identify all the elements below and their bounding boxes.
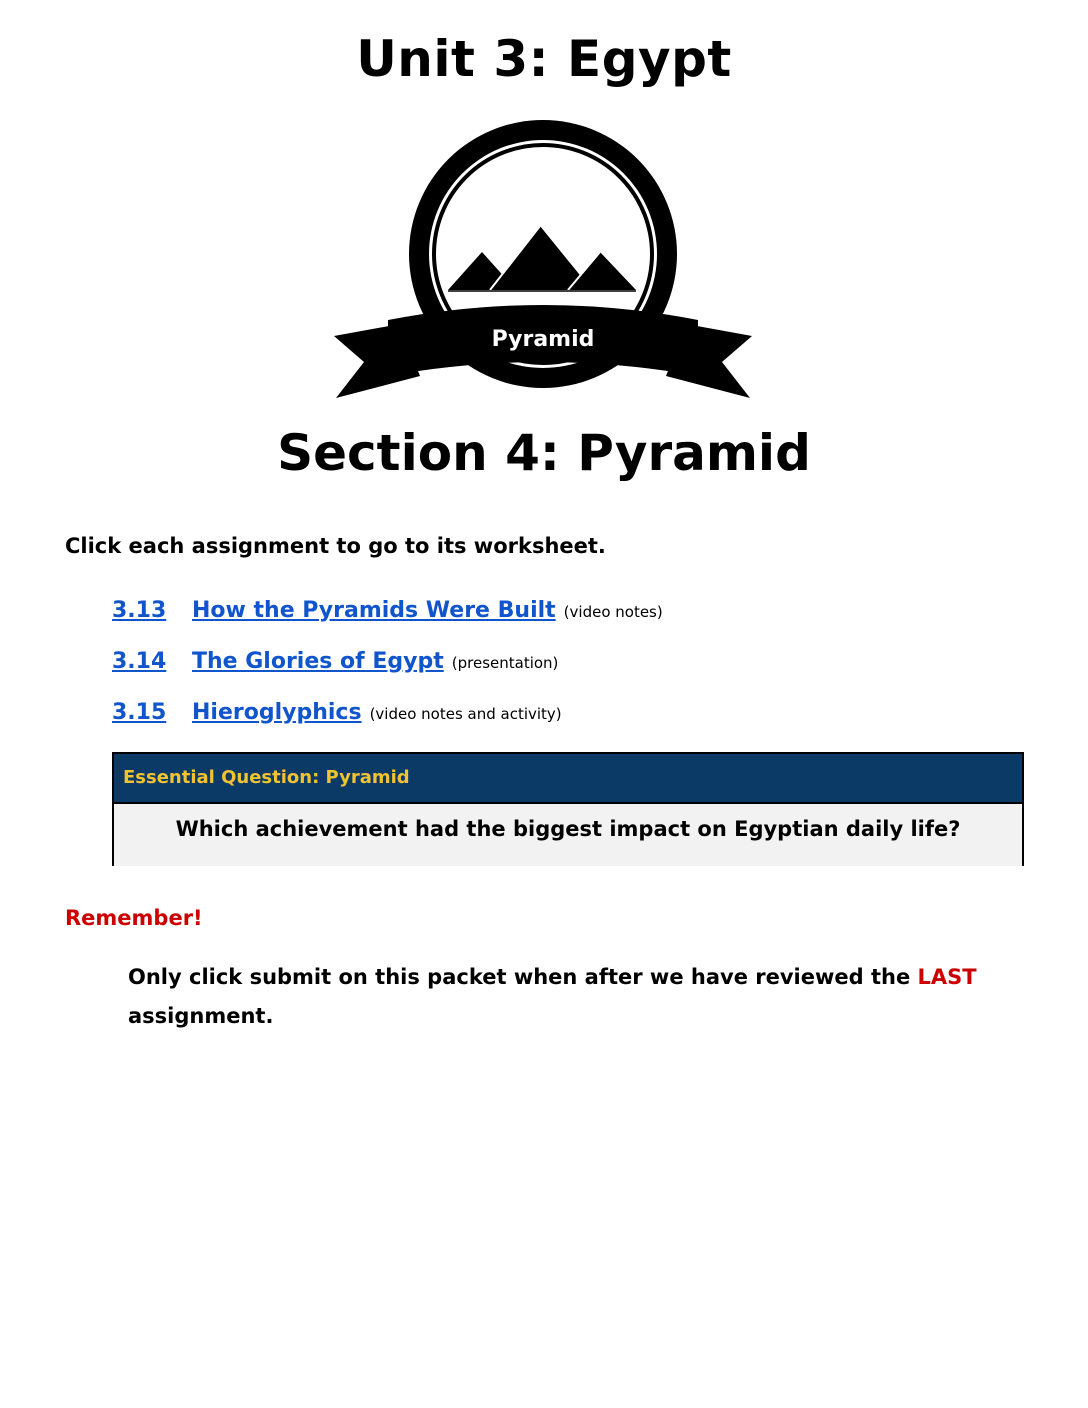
assignment-note: (presentation) (451, 654, 559, 672)
assignment-number: 3.15 (112, 700, 167, 725)
remember-heading: Remember! (65, 906, 203, 930)
pyramid-badge-icon (330, 114, 756, 404)
assignment-title: How the Pyramids Were Built (192, 598, 556, 623)
essential-question-text: Which achievement had the biggest impact on Egyptian daily life? (114, 804, 1022, 866)
reminder-emphasis: LAST (917, 965, 977, 989)
reminder-text-before: Only click submit on this packet when after we have reviewed the (128, 965, 918, 989)
unit-title: Unit 3: Egypt (356, 30, 732, 88)
reminder-note (128, 958, 1008, 1036)
assignment-note: (video notes and activity) (369, 705, 562, 723)
assignment-link-3-13[interactable] (112, 598, 556, 623)
assignment-number: 3.13 (112, 598, 167, 623)
badge-label: Pyramid (491, 327, 595, 352)
assignment-item (112, 700, 663, 751)
assignment-item (112, 598, 663, 649)
essential-question-table (112, 752, 1024, 866)
assignment-list (112, 598, 663, 751)
reminder-text-after: assignment. (128, 1004, 274, 1028)
section-title: Section 4: Pyramid (277, 424, 811, 482)
assignment-title: Hieroglyphics (192, 700, 362, 725)
essential-question-header: Essential Question: Pyramid (114, 754, 1022, 804)
assignment-number: 3.14 (112, 649, 167, 674)
assignment-link-3-14[interactable] (112, 649, 444, 674)
assignment-title: The Glories of Egypt (192, 649, 444, 674)
instruction-text: Click each assignment to go to its worksheet. (65, 534, 606, 558)
assignment-link-3-15[interactable] (112, 700, 362, 725)
assignment-item (112, 649, 663, 700)
assignment-note: (video notes) (563, 603, 663, 621)
